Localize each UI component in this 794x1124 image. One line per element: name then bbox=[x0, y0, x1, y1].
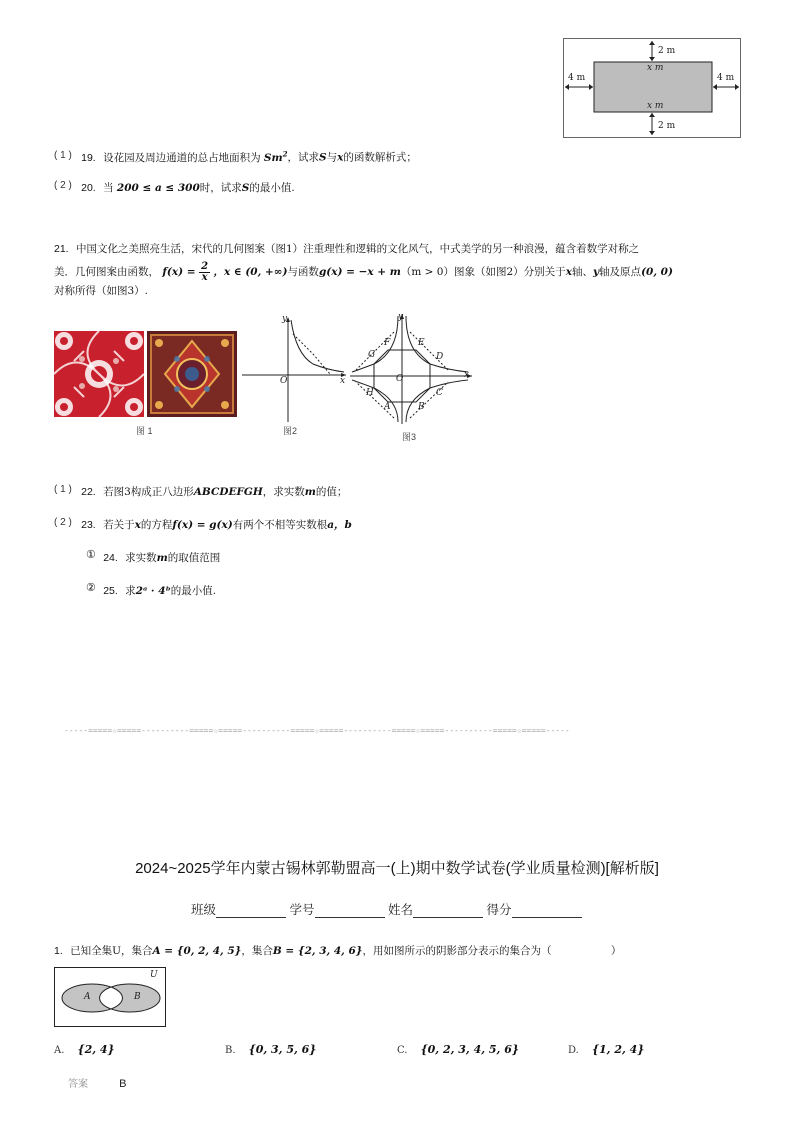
fig3-x-label: x bbox=[464, 370, 470, 380]
q21-origin: (0, 0) bbox=[641, 266, 673, 278]
q20-ineq: 200 ≤ a ≤ 300 bbox=[116, 182, 200, 194]
q21-g: g(x) = −x + m bbox=[318, 266, 401, 278]
answer-label: 答案 bbox=[68, 1079, 88, 1090]
q23-mid: 的方程 bbox=[140, 519, 173, 531]
label-left: 4 m bbox=[568, 73, 586, 83]
q1-set-a: A = {0, 2, 4, 5} bbox=[152, 945, 242, 957]
q1-option-b[interactable] bbox=[225, 1038, 316, 1057]
q20-pre: 当 bbox=[103, 182, 114, 194]
fig3-y-label: y bbox=[398, 312, 404, 322]
q19-tail2: 与 bbox=[326, 151, 338, 164]
q21-line2b: 与函数 bbox=[287, 266, 319, 278]
student-info-row bbox=[191, 900, 582, 918]
question-21 bbox=[54, 241, 744, 299]
q1-option-a[interactable] bbox=[54, 1038, 115, 1057]
pattern-image-left bbox=[54, 331, 144, 417]
q21-line3: 对称所得（如图3）. bbox=[54, 285, 149, 297]
q22-number: 22. bbox=[81, 486, 96, 498]
fig2-origin-label: O bbox=[280, 376, 288, 386]
q19-index: ( 1 ) bbox=[54, 149, 72, 161]
q21-cond: （m > 0） bbox=[400, 266, 454, 278]
section-divider: -----=====☆=====----------=====☆=====----------=====☆=====----------=====☆=====----------=====☆=====----- bbox=[64, 726, 570, 735]
fig3-F-label: F bbox=[384, 338, 391, 348]
q23-equation: f(x) = g(x) bbox=[172, 519, 233, 531]
q20-S: S bbox=[241, 182, 250, 194]
q19-S: S bbox=[319, 151, 327, 164]
label-top: 2 m bbox=[658, 46, 676, 56]
fig3-G-label: G bbox=[368, 350, 376, 360]
q19-area: Sm$^2$ bbox=[263, 149, 288, 164]
fig3-B-label: B bbox=[418, 402, 425, 412]
fig2-y-label: y bbox=[282, 314, 288, 324]
q21-number: 21. bbox=[54, 243, 69, 255]
q23-post: 有两个不相等实数根 bbox=[232, 519, 328, 531]
q22-m: m bbox=[304, 486, 316, 498]
venn-U-label: U bbox=[150, 970, 158, 980]
q21-line1-text: 中国文化之美照亮生活，宋代的几何图案（图1）注重理性和逻辑的文化风气，中式美学的另一种浪漫，蕴含着数学对称之 bbox=[75, 243, 640, 255]
question-1 bbox=[54, 943, 621, 959]
q24-pre: 求实数 bbox=[125, 552, 157, 564]
class-field[interactable] bbox=[216, 905, 286, 918]
fig2-caption: 图2 bbox=[283, 426, 298, 436]
q21-line2d: 轴、 bbox=[571, 266, 593, 278]
fig3-C-label: C bbox=[436, 388, 443, 398]
q25-number: 25. bbox=[103, 585, 118, 597]
fig3-E-label: E bbox=[418, 338, 425, 348]
q20-post2: 的最小值. bbox=[249, 182, 295, 194]
option-b-value: {0, 3, 5, 6} bbox=[248, 1043, 317, 1056]
fig2-x-label: x bbox=[340, 376, 346, 386]
q21-domain: ，x ∈ (0, +∞) bbox=[213, 266, 288, 278]
q20-post: 时，试求 bbox=[199, 182, 242, 194]
q19-x: x bbox=[337, 151, 344, 164]
q1-set-b: B = {2, 3, 4, 6} bbox=[272, 945, 363, 957]
name-label: 姓名 bbox=[388, 903, 414, 917]
q19-number: 19. bbox=[81, 151, 96, 164]
q20-index: ( 2 ) bbox=[54, 180, 72, 191]
figure-3 bbox=[348, 312, 474, 426]
score-field[interactable] bbox=[512, 905, 582, 918]
q1-option-c[interactable] bbox=[397, 1038, 519, 1057]
answer-value: B bbox=[119, 1078, 127, 1090]
option-c-label: C. bbox=[397, 1045, 408, 1056]
question-24 bbox=[86, 550, 220, 566]
q21-line2a: 美．几何图案由函数， bbox=[54, 266, 159, 278]
venn-A-label: A bbox=[84, 992, 91, 1002]
label-mid-top: x m bbox=[647, 63, 664, 73]
q21-line2 bbox=[54, 261, 744, 283]
q21-frac-den: x bbox=[201, 271, 208, 283]
q22-octagon: ABCDEFGH bbox=[193, 486, 263, 498]
label-mid-bottom: x m bbox=[647, 101, 664, 111]
exam-title: 2024~2025学年内蒙古锡林郭勒盟高一(上)期中数学试卷(学业质量检测)[解析版] bbox=[135, 860, 659, 877]
q25-post: 的最小值. bbox=[170, 585, 217, 597]
q1-post: ，用如图所示的阴影部分表示的集合为（ bbox=[362, 945, 552, 957]
q20-number: 20. bbox=[81, 182, 96, 194]
venn-diagram bbox=[54, 967, 166, 1027]
fig3-svg bbox=[348, 312, 474, 426]
q22-post2: 的值； bbox=[315, 486, 348, 498]
fig3-A-label: A bbox=[384, 402, 391, 412]
fig3-D-label: D bbox=[436, 352, 444, 362]
q21-yaxis: y bbox=[592, 266, 600, 278]
label-bottom: 2 m bbox=[658, 121, 676, 131]
q21-line1 bbox=[54, 241, 744, 257]
q21-frac-num: 2 bbox=[201, 260, 209, 272]
figure-2 bbox=[238, 314, 348, 424]
fig3-caption: 图3 bbox=[402, 432, 417, 442]
q24-number: 24. bbox=[103, 552, 118, 564]
q19-tail: ，试求 bbox=[287, 151, 319, 164]
q19-text: 设花园及周边通道的总占地面积为 bbox=[103, 151, 261, 164]
name-field[interactable] bbox=[413, 905, 483, 918]
q1-answer bbox=[68, 1072, 126, 1091]
q23-pre: 若关于 bbox=[103, 519, 135, 531]
q23-roots: a，b bbox=[327, 519, 352, 531]
q21-xaxis: x bbox=[565, 266, 572, 278]
q1-mid: ，集合 bbox=[241, 945, 273, 957]
id-label: 学号 bbox=[289, 903, 315, 917]
garden-diagram bbox=[563, 38, 741, 138]
q24-post: 的取值范围 bbox=[167, 552, 221, 564]
question-25 bbox=[86, 583, 216, 599]
q25-index: ② bbox=[86, 581, 96, 594]
q1-option-d[interactable] bbox=[568, 1038, 644, 1057]
q22-post: ，求实数 bbox=[262, 486, 305, 498]
option-d-value: {1, 2, 4} bbox=[591, 1043, 645, 1056]
q1-close: ） bbox=[610, 945, 622, 957]
q22-index: ( 1 ) bbox=[54, 484, 72, 495]
question-22 bbox=[54, 484, 347, 501]
q24-index: ① bbox=[86, 548, 96, 561]
q25-expr: 2ᵃ · 4ᵇ bbox=[135, 585, 171, 597]
label-right: 4 m bbox=[717, 73, 735, 83]
q21-line2e: 轴及原点 bbox=[599, 266, 642, 278]
q22-pre: 若图3构成正八边形 bbox=[103, 486, 194, 498]
q1-pre: 已知全集U，集合 bbox=[70, 945, 153, 957]
q23-index: ( 2 ) bbox=[54, 517, 72, 528]
fig3-origin-label: O bbox=[396, 374, 404, 384]
pattern-image-right bbox=[147, 331, 237, 417]
score-label: 得分 bbox=[486, 903, 512, 917]
option-b-label: B. bbox=[225, 1045, 236, 1056]
q23-x: x bbox=[134, 519, 141, 531]
question-19 bbox=[54, 146, 417, 167]
q24-m: m bbox=[156, 552, 168, 564]
option-c-value: {0, 2, 3, 4, 5, 6} bbox=[420, 1043, 519, 1056]
q23-number: 23. bbox=[81, 519, 96, 531]
option-a-label: A. bbox=[54, 1045, 65, 1056]
q1-number: 1. bbox=[54, 945, 63, 957]
q25-pre: 求 bbox=[125, 585, 136, 597]
fig2-svg bbox=[238, 314, 348, 424]
venn-B-label: B bbox=[134, 992, 141, 1002]
q21-f: f(x) = bbox=[162, 266, 200, 278]
garden-diagram-svg bbox=[563, 38, 741, 138]
q19-tail3: 的函数解析式； bbox=[343, 151, 417, 164]
id-field[interactable] bbox=[315, 905, 385, 918]
q21-line2c: 图象（如图2）分别关于 bbox=[454, 266, 566, 278]
option-a-value: {2, 4} bbox=[77, 1043, 115, 1056]
q21-frac bbox=[199, 262, 210, 283]
class-label: 班级 bbox=[191, 903, 217, 917]
option-d-label: D. bbox=[568, 1045, 579, 1056]
question-20 bbox=[54, 180, 295, 197]
fig1-caption: 图 1 bbox=[136, 426, 153, 436]
fig3-H-label: H bbox=[366, 388, 374, 398]
question-23 bbox=[54, 517, 352, 534]
